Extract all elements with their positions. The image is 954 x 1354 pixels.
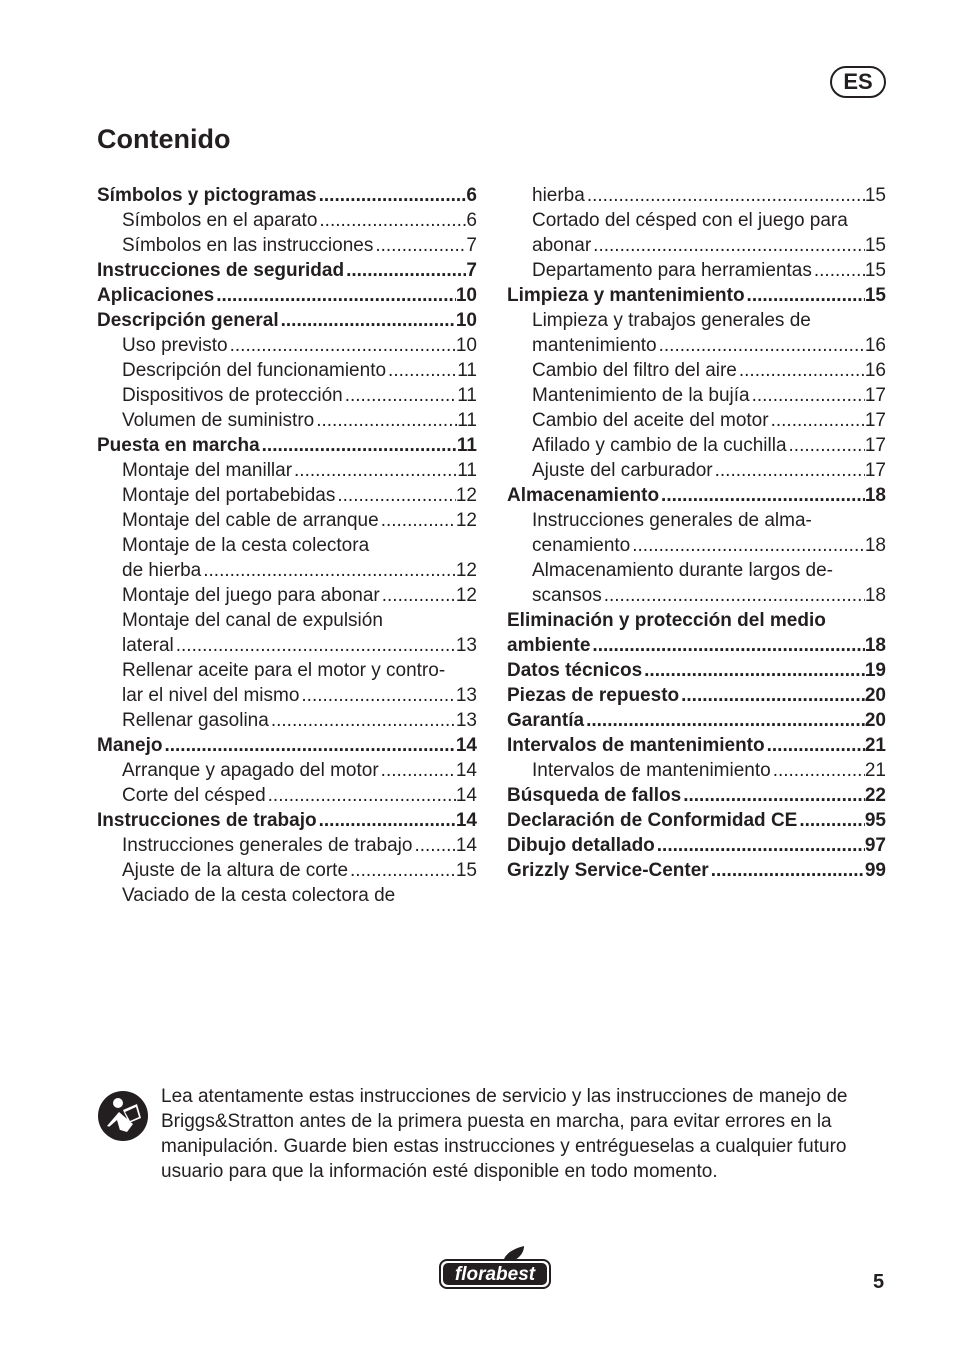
toc-leader-dots: [642, 658, 865, 683]
toc-entry-label: Cortado del césped con el juego para: [532, 210, 848, 231]
toc-entry-label: Cambio del filtro del aire: [532, 360, 737, 381]
toc-entry: [97, 858, 477, 883]
toc-entry-label: Vaciado de la cesta colectora de: [122, 885, 396, 906]
toc-entry-label: Búsqueda de fallos: [507, 785, 682, 806]
toc-entry-label: Datos técnicos: [507, 660, 643, 681]
toc-entry-label: Símbolos y pictogramas: [97, 185, 317, 206]
toc-entry: [97, 658, 477, 683]
toc-entry-page: 11: [457, 385, 477, 406]
toc-leader-dots: [380, 583, 456, 608]
toc-entry-label: de hierba: [122, 560, 202, 581]
toc-entry: [507, 708, 886, 733]
toc-leader-dots: [379, 508, 456, 533]
toc-entry-page: 99: [864, 860, 886, 881]
toc-entry-page: 17: [864, 460, 886, 481]
toc-entry-label: Volumen de suministro: [122, 410, 315, 431]
toc-leader-dots: [214, 283, 456, 308]
toc-entry: [97, 308, 477, 333]
toc-leader-dots: [269, 708, 456, 733]
toc-entry-page: 17: [864, 410, 886, 431]
toc-entry-page: 13: [455, 685, 477, 706]
toc-entry: [97, 208, 477, 233]
toc-entry: [97, 733, 477, 758]
toc-leader-dots: [317, 183, 467, 208]
toc-entry: [507, 683, 886, 708]
toc-entry-label: Aplicaciones: [97, 285, 215, 306]
toc-entry-page: 12: [455, 585, 477, 606]
toc-leader-dots: [344, 258, 466, 283]
toc-leader-dots: [584, 708, 865, 733]
toc-entry-page: 10: [455, 285, 477, 306]
toc-leader-dots: [314, 408, 457, 433]
notice-box: [97, 1084, 897, 1194]
toc-entry-label: Afilado y cambio de la cuchilla: [532, 435, 787, 456]
toc-entry-label: Intervalos de mantenimiento: [507, 735, 765, 756]
toc-entry: [507, 258, 886, 283]
toc-leader-dots: [317, 208, 466, 233]
toc-entry-page: 14: [455, 760, 477, 781]
toc-entry-page: 12: [455, 485, 477, 506]
toc-entry-page: 16: [864, 360, 886, 381]
toc-entry-label: Rellenar aceite para el motor y contro-: [122, 660, 446, 681]
toc-entry: [507, 183, 886, 208]
toc-leader-dots: [630, 533, 865, 558]
toc-entry-page: 7: [466, 235, 477, 256]
toc-entry-page: 11: [457, 460, 477, 481]
toc-entry-label: lateral: [122, 635, 174, 656]
toc-entry-label: Dispositivos de protección: [122, 385, 343, 406]
toc-entry-page: 14: [455, 835, 477, 856]
toc-entry: [507, 233, 886, 258]
toc-entry-label: Mantenimiento de la bujía: [532, 385, 750, 406]
toc-entry: [97, 833, 477, 858]
toc-entry-label: Ajuste de la altura de corte: [122, 860, 349, 881]
toc-entry-label: Símbolos en el aparato: [122, 210, 318, 231]
toc-leader-dots: [737, 358, 865, 383]
toc-entry: [507, 658, 886, 683]
toc-entry: [97, 533, 477, 558]
toc-entry-label: Instrucciones de trabajo: [97, 810, 317, 831]
toc-entry: [507, 733, 886, 758]
toc-entry-page: 11: [457, 410, 477, 431]
toc-leader-dots: [174, 633, 456, 658]
toc-entry-page: 6: [466, 185, 477, 206]
toc-leader-dots: [260, 433, 457, 458]
toc-entry: [97, 758, 477, 783]
toc-leader-dots: [201, 558, 456, 583]
toc-entry: [507, 383, 886, 408]
toc-entry: [97, 233, 477, 258]
toc-entry: [507, 358, 886, 383]
toc-entry-page: 15: [455, 860, 477, 881]
toc-entry: [97, 458, 477, 483]
toc-entry: [507, 333, 886, 358]
toc-entry-label: Instrucciones de seguridad: [97, 260, 345, 281]
toc-entry-label: Cambio del aceite del motor: [532, 410, 769, 431]
toc-entry-label: hierba: [532, 185, 585, 206]
toc-entry-label: mantenimiento: [532, 335, 657, 356]
toc-entry: [97, 483, 477, 508]
toc-entry: [97, 783, 477, 808]
toc-entry: [97, 433, 477, 458]
language-badge: ES: [830, 66, 886, 98]
toc-entry-page: 7: [466, 260, 477, 281]
toc-entry-label: Limpieza y trabajos generales de: [532, 310, 811, 331]
toc-entry-label: scansos: [532, 585, 602, 606]
toc-entry-page: 21: [864, 760, 886, 781]
toc-entry-page: 10: [455, 335, 477, 356]
toc-entry-label: lar el nivel del mismo: [122, 685, 300, 706]
toc-entry-label: Intervalos de mantenimiento: [532, 760, 771, 781]
toc-entry-label: Símbolos en las instrucciones: [122, 235, 374, 256]
toc-leader-dots: [386, 358, 457, 383]
toc-entry-label: Limpieza y mantenimiento: [507, 285, 745, 306]
toc-leader-dots: [602, 583, 865, 608]
toc-leader-dots: [348, 858, 456, 883]
toc-leader-dots: [713, 458, 865, 483]
toc-leader-dots: [812, 258, 865, 283]
toc-entry-page: 11: [456, 435, 477, 456]
toc-entry-label: ambiente: [507, 635, 591, 656]
toc-entry-label: Almacenamiento durante largos de-: [532, 560, 834, 581]
toc-entry: [507, 308, 886, 333]
toc-leader-dots: [266, 783, 456, 808]
toc-entry-page: 17: [864, 385, 886, 406]
toc-entry: [97, 358, 477, 383]
toc-leader-dots: [787, 433, 865, 458]
toc-entry: [97, 608, 477, 633]
toc-leader-dots: [379, 758, 456, 783]
toc-entry: [97, 633, 477, 658]
toc-entry-page: 18: [864, 585, 886, 606]
toc-entry-label: Arranque y apagado del motor: [122, 760, 379, 781]
toc-entry: [97, 383, 477, 408]
toc-entry: [97, 808, 477, 833]
toc-entry: [507, 558, 886, 583]
toc-leader-dots: [228, 333, 456, 358]
toc-leader-dots: [585, 183, 865, 208]
toc-leader-dots: [659, 483, 865, 508]
toc-entry: [507, 408, 886, 433]
notice-text: Lea atentamente estas instrucciones de servicio y las instrucciones de manejo de Briggs&Stratton antes de la primera puesta en marcha, para evitar errores en la manipulación. Guarde bien estas instrucciones y entrégueselas a cualquier futuro usuario para que la información esté disponible en todo momento.: [161, 1086, 848, 1182]
toc-entry: [507, 483, 886, 508]
page-title: Contenido: [97, 124, 231, 154]
toc-entry-page: 15: [864, 285, 886, 306]
toc-entry: [507, 508, 886, 533]
toc-leader-dots: [765, 733, 865, 758]
toc-leader-dots: [343, 383, 458, 408]
toc-entry: [97, 258, 477, 283]
toc-entry: [507, 583, 886, 608]
toc-leader-dots: [771, 758, 865, 783]
toc-entry-page: 97: [864, 835, 886, 856]
toc-entry-page: 15: [864, 185, 886, 206]
read-manual-icon: [97, 1090, 149, 1142]
toc-entry: [97, 283, 477, 308]
toc-entry-label: cenamiento: [532, 535, 631, 556]
toc-leader-dots: [279, 308, 456, 333]
toc-leader-dots: [373, 233, 466, 258]
toc-entry-page: 14: [455, 810, 477, 831]
toc-entry-page: 18: [864, 635, 886, 656]
toc-entry-label: Puesta en marcha: [97, 435, 260, 456]
toc-leader-dots: [769, 408, 865, 433]
toc-entry: [97, 508, 477, 533]
toc-leader-dots: [591, 233, 865, 258]
florabest-logo: [438, 1244, 552, 1290]
toc-entry: [507, 208, 886, 233]
toc-entry-label: Almacenamiento: [507, 485, 660, 506]
toc-entry-label: Grizzly Service-Center: [507, 860, 709, 881]
toc-entry-page: 13: [455, 635, 477, 656]
toc-leader-dots: [681, 783, 865, 808]
toc-entry: [97, 558, 477, 583]
toc-leader-dots: [590, 633, 864, 658]
toc-leader-dots: [335, 483, 455, 508]
toc-entry-label: Montaje del canal de expulsión: [122, 610, 383, 631]
toc-entry-page: 6: [466, 210, 477, 231]
toc-entry-page: 10: [455, 310, 477, 331]
toc-entry: [97, 708, 477, 733]
toc-entry-page: 14: [455, 735, 477, 756]
toc-leader-dots: [292, 458, 457, 483]
toc-entry-page: 21: [864, 735, 886, 756]
toc-leader-dots: [657, 333, 865, 358]
toc-entry-page: 22: [864, 785, 886, 806]
toc-leader-dots: [412, 833, 455, 858]
toc-entry-page: 20: [864, 685, 886, 706]
toc-entry-label: Eliminación y protección del medio: [507, 610, 826, 631]
toc-entry-label: Departamento para herramientas: [532, 260, 812, 281]
toc-entry-label: Montaje del cable de arranque: [122, 510, 379, 531]
toc-entry: [507, 433, 886, 458]
toc-entry: [97, 408, 477, 433]
toc-entry-page: 15: [864, 260, 886, 281]
toc-entry-label: Descripción general: [97, 310, 279, 331]
toc-entry-label: Dibujo detallado: [507, 835, 655, 856]
toc-leader-dots: [655, 833, 865, 858]
toc-entry-page: 14: [455, 785, 477, 806]
toc-entry-page: 18: [864, 535, 886, 556]
toc-entry-label: Declaración de Conformidad CE: [507, 810, 798, 831]
page-number: 5: [873, 1271, 885, 1293]
toc-entry: [97, 583, 477, 608]
toc-leader-dots: [299, 683, 455, 708]
toc-leader-dots: [750, 383, 865, 408]
toc-entry: [97, 683, 477, 708]
toc-entry: [507, 758, 886, 783]
toc-entry: [507, 858, 886, 883]
toc-entry-label: Manejo: [97, 735, 163, 756]
toc-leader-dots: [317, 808, 456, 833]
toc-entry-page: 17: [864, 435, 886, 456]
toc-entry: [507, 533, 886, 558]
toc-entry-label: abonar: [532, 235, 592, 256]
toc-leader-dots: [679, 683, 865, 708]
toc-entry-page: 13: [455, 710, 477, 731]
toc-leader-dots: [745, 283, 865, 308]
toc-entry-page: 12: [455, 560, 477, 581]
toc-entry-label: Montaje de la cesta colectora: [122, 535, 370, 556]
toc-entry-label: Corte del césped: [122, 785, 266, 806]
toc-entry-page: 11: [457, 360, 477, 381]
toc-right-column: [507, 183, 886, 883]
toc-entry-page: 12: [455, 510, 477, 531]
toc-entry: [97, 883, 477, 908]
toc-entry-page: 16: [864, 335, 886, 356]
toc-entry-label: Instrucciones generales de trabajo: [122, 835, 413, 856]
toc-entry: [507, 783, 886, 808]
toc-leader-dots: [162, 733, 455, 758]
toc-entry: [507, 283, 886, 308]
toc-entry-label: Instrucciones generales de alma-: [532, 510, 812, 531]
logo-text: florabest: [454, 1264, 536, 1285]
toc-entry: [97, 333, 477, 358]
toc-entry-page: 20: [864, 710, 886, 731]
toc-entry: [97, 183, 477, 208]
toc-entry-page: 18: [864, 485, 886, 506]
toc-entry: [507, 808, 886, 833]
toc-entry-label: Uso previsto: [122, 335, 228, 356]
toc-entry-label: Montaje del manillar: [122, 460, 293, 481]
toc-entry-label: Rellenar gasolina: [122, 710, 269, 731]
toc-entry-label: Montaje del portabebidas: [122, 485, 336, 506]
toc-entry-label: Descripción del funcionamiento: [122, 360, 387, 381]
toc-entry-page: 19: [864, 660, 886, 681]
toc-entry-page: 95: [864, 810, 886, 831]
toc-entry-label: Garantía: [507, 710, 585, 731]
toc-entry: [507, 833, 886, 858]
toc-leader-dots: [709, 858, 865, 883]
toc-entry-label: Piezas de repuesto: [507, 685, 680, 706]
toc-entry-label: Montaje del juego para abonar: [122, 585, 380, 606]
toc-entry: [507, 458, 886, 483]
toc-left-column: [97, 183, 477, 908]
toc-leader-dots: [797, 808, 865, 833]
toc-entry-label: Ajuste del carburador: [532, 460, 713, 481]
toc-entry: [507, 608, 886, 633]
toc-entry-page: 15: [864, 235, 886, 256]
toc-entry: [507, 633, 886, 658]
